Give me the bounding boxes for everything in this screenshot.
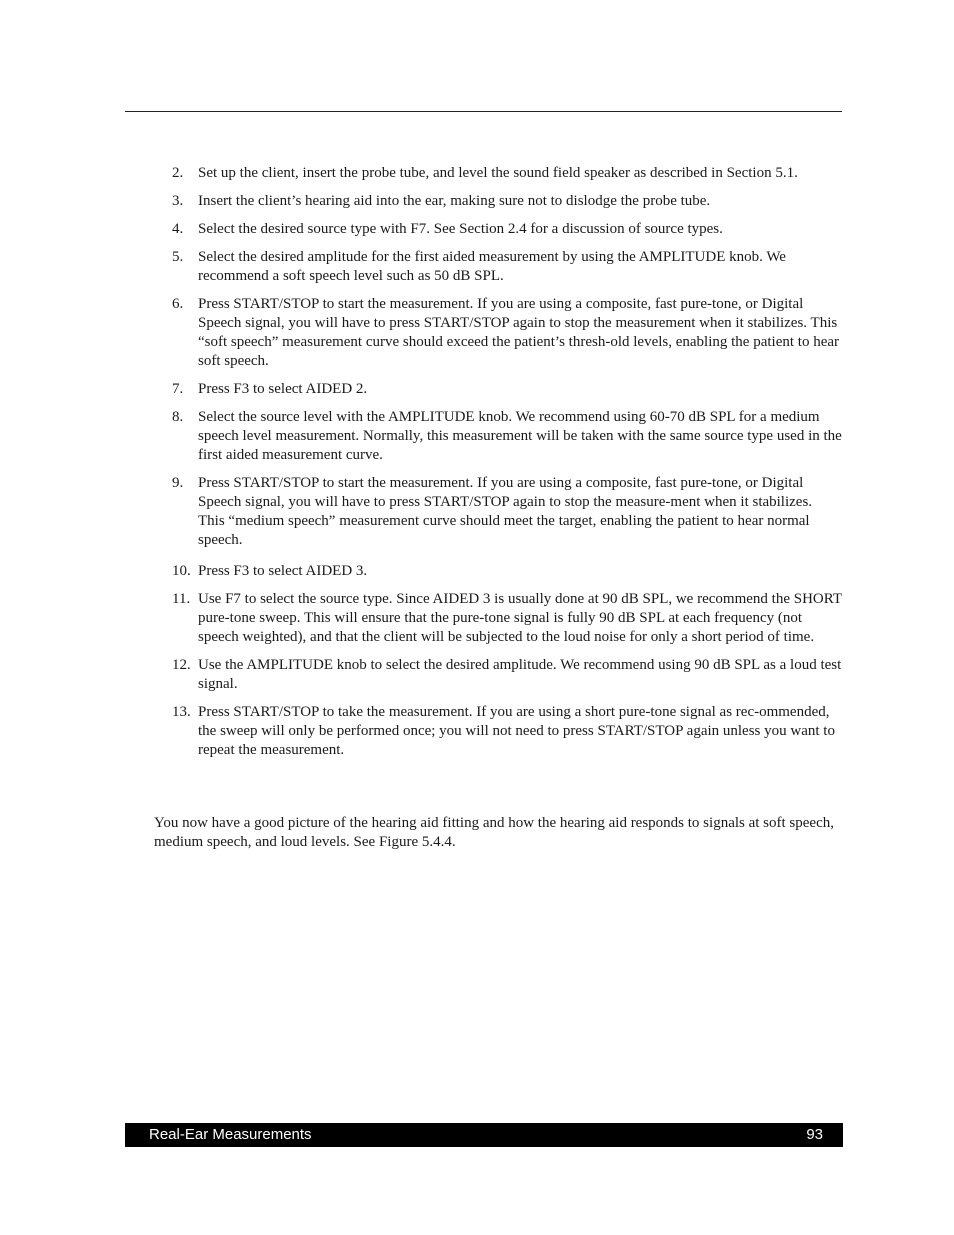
step-text: Select the desired amplitude for the first aided measurement by using the AMPLITUDE knob. We recommend a soft speech level such as 50 dB SPL. <box>198 249 786 284</box>
step-text: Press F3 to select AIDED 3. <box>198 563 368 579</box>
page-number: 93 <box>806 1126 823 1143</box>
step-number: 4. <box>172 221 184 237</box>
list-item <box>172 248 842 286</box>
step-number: 9. <box>172 475 184 491</box>
step-text: Press F3 to select AIDED 2. <box>198 381 368 397</box>
footer-chapter-title: Real-Ear Measurements <box>149 1126 312 1143</box>
footer-bar <box>125 1123 843 1147</box>
step-text: Select the source level with the AMPLITUDE knob. We recommend using 60-70 dB SPL for a medium speech level measurement. Normally, this measurement will be taken with the same source type used in the first aided measurement curve. <box>198 409 842 463</box>
step-text: Select the desired source type with F7. See Section 2.4 for a discussion of source types. <box>198 221 723 237</box>
step-number: 11. <box>172 591 191 607</box>
list-item <box>172 562 842 581</box>
procedure-steps <box>172 164 842 769</box>
step-text: Press START/STOP to take the measurement. If you are using a short pure-tone signal as rec-ommended, the sweep will only be performed once; you will not need to press START/STOP again unless you want to repeat the measurement. <box>198 704 835 758</box>
step-text: Use the AMPLITUDE knob to select the desired amplitude. We recommend using 90 dB SPL as a loud test signal. <box>198 657 842 692</box>
step-text: Press START/STOP to start the measurement. If you are using a composite, fast pure-tone, or Digital Speech signal, you will have to press START/STOP again to stop the measurement when it stabilizes. This “soft speech” measurement curve should exceed the patient’s thresh-old levels, enabling the patient to hear soft speech. <box>198 296 840 369</box>
list-item <box>172 295 842 371</box>
header-rule <box>125 111 842 112</box>
step-number: 3. <box>172 193 184 209</box>
summary-paragraph: You now have a good picture of the hearing aid fitting and how the hearing aid responds to signals at soft speech, medium speech, and loud levels. See Figure 5.4.4. <box>154 815 834 850</box>
step-text: Use F7 to select the source type. Since AIDED 3 is usually done at 90 dB SPL, we recommend the SHORT pure-tone sweep. This will ensure that the pure-tone signal is fully 90 dB SPL at each frequency (not speech weighted), and that the client will be subjected to the loud noise for only a short period of time. <box>198 591 842 645</box>
list-item <box>172 408 842 465</box>
list-item <box>172 474 842 550</box>
step-number: 5. <box>172 249 184 265</box>
list-item <box>172 220 842 239</box>
step-number: 7. <box>172 381 184 397</box>
list-item <box>172 380 842 399</box>
step-text: Set up the client, insert the probe tube, and level the sound field speaker as described in Section 5.1. <box>198 165 798 181</box>
list-item <box>172 192 842 211</box>
list-item <box>172 164 842 183</box>
step-number: 13. <box>172 704 191 720</box>
step-number: 6. <box>172 296 184 312</box>
step-number: 12. <box>172 657 191 673</box>
list-item <box>172 656 842 694</box>
list-item <box>172 703 842 760</box>
step-number: 8. <box>172 409 184 425</box>
step-number: 2. <box>172 165 184 181</box>
step-text: Press START/STOP to start the measurement. If you are using a composite, fast pure-tone, or Digital Speech signal, you will have to press START/STOP again to stop the measure-ment when it stabilizes. This “medium speech” measurement curve should meet the target, enabling the patient to hear normal speech. <box>198 475 813 548</box>
list-item <box>172 590 842 647</box>
step-text: Insert the client’s hearing aid into the ear, making sure not to dislodge the probe tube. <box>198 193 711 209</box>
step-number: 10. <box>172 563 191 579</box>
